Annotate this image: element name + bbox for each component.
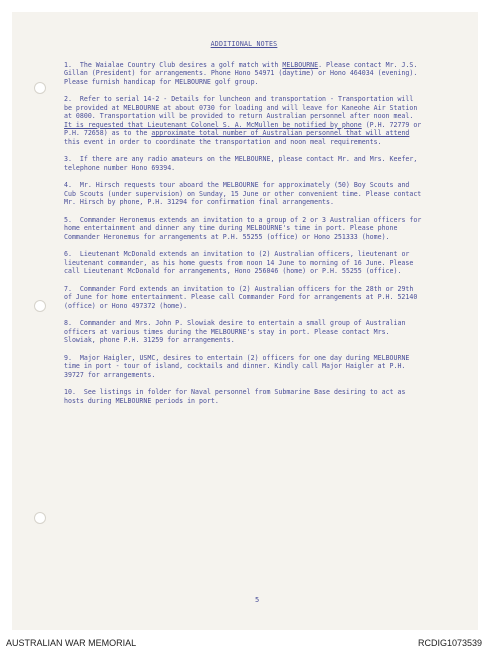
notes-list [64, 61, 424, 406]
document-body [64, 40, 424, 414]
note-text: Commander Ford extends an invitation to (2) Australian officers for the 28th or 29th of June for home entertainment. Please call Commander Ford for arrangements at P.H. 52140 (office) or Hono 497372 (home). [64, 284, 422, 310]
note-text: . Please contact Mr. J.S. Gillan (President) for arrangements. Phone Hono 54971 (daytime) or Hono 464034 (evening). Please furnish handicap for MELBOURNE golf group. [64, 60, 422, 86]
note-number: 9. [64, 353, 72, 362]
note-text: Mr. Hirsch requests tour aboard the MELBOURNE for approximately (50) Boy Scouts and Cub Scouts (under supervision) on Sunday, 15 June or other convenient time. Please contact Mr. Hirsch by phone, P.H. 31294 for confirmation final arrangements. [64, 181, 426, 206]
note-item [64, 319, 424, 345]
punch-hole [34, 82, 46, 94]
note-text: Major Haigler, USMC, desires to entertain (2) officers for one day during MELBOURNE time in port - tour of island, cocktails and dinner. Kindly call Major Haigler at P.H. 39727 for arrangements. [64, 353, 414, 379]
note-text: The Waialae Country Club desires a golf match with [79, 60, 283, 69]
note-number: 5. [64, 215, 72, 224]
document-title: ADDITIONAL NOTES [210, 40, 278, 48]
underlined-text: It is requested that Lieutenant Colonel S. A. McMullen be notified by phone [64, 120, 362, 129]
footer-archive-name: AUSTRALIAN WAR MEMORIAL [6, 638, 137, 648]
note-item [64, 250, 424, 276]
footer-record-id: RCDIG1073539 [417, 638, 482, 648]
note-item [64, 155, 424, 172]
note-item [64, 61, 424, 87]
punch-hole [34, 300, 46, 312]
note-text: (P.H. 72779 or P.H. 72658) as to the [64, 120, 426, 137]
note-text: Refer to serial 14-2 - Details for luncheon and transportation - Transportation will be provided at MELBOURNE at about 0730 for loading and will leave for Kaneohe Air Station at 0800. Transportation will be provided to return Australian personnel after noon meal. [64, 95, 422, 120]
note-text: Lieutenant McDonald extends an invitation to (2) Australian officers, lieutenant or lieutenant commander, as his home guests from noon 14 June to morning of 16 June. Please call Lieutenant McDonald for arrangements, Hono 256046 (home) or P.H. 55255 (office). [64, 250, 418, 275]
note-number: 3. [64, 155, 72, 163]
note-item [64, 354, 424, 380]
note-number: 6. [64, 250, 72, 258]
note-number: 2. [64, 95, 72, 103]
underlined-text: approximate total number of Australian personnel that will attend [151, 129, 410, 137]
underlined-text: MELBOURNE [282, 60, 319, 69]
note-text: this event in order to coordinate the transportation and noon meal requirements. [64, 129, 414, 146]
note-number: 4. [64, 181, 72, 189]
page-number: 5 [255, 596, 260, 604]
note-text: Commander and Mrs. John P. Slowiak desire to entertain a small group of Australian officers at various times during the MELBOURNE's stay in port. Please contact Mrs. Slowiak, phone P.H. 31259 for arrangements. [64, 319, 410, 344]
note-text: Commander Heronemus extends an invitation to a group of 2 or 3 Australian officers for home entertainment and dinner any time during MELBOURNE's time in port. Please phone Commander Heronemus for arrangements at P.H. 55255 (office) or Hono 251333 (home). [64, 215, 426, 241]
note-text: See listings in folder for Naval personnel from Submarine Base desiring to act as hosts during MELBOURNE periods in port. [64, 388, 410, 405]
note-number: 8. [64, 319, 72, 327]
note-item [64, 181, 424, 207]
punch-hole [34, 512, 46, 524]
note-number: 7. [64, 284, 72, 293]
note-number: 10. [64, 388, 76, 396]
note-item [64, 95, 424, 146]
note-text: If there are any radio amateurs on the MELBOURNE, please contact Mr. and Mrs. Keefer, telephone number Hono 69394. [64, 155, 422, 172]
note-item [64, 388, 424, 405]
note-item [64, 216, 424, 242]
note-item [64, 285, 424, 311]
note-number: 1. [64, 60, 72, 69]
